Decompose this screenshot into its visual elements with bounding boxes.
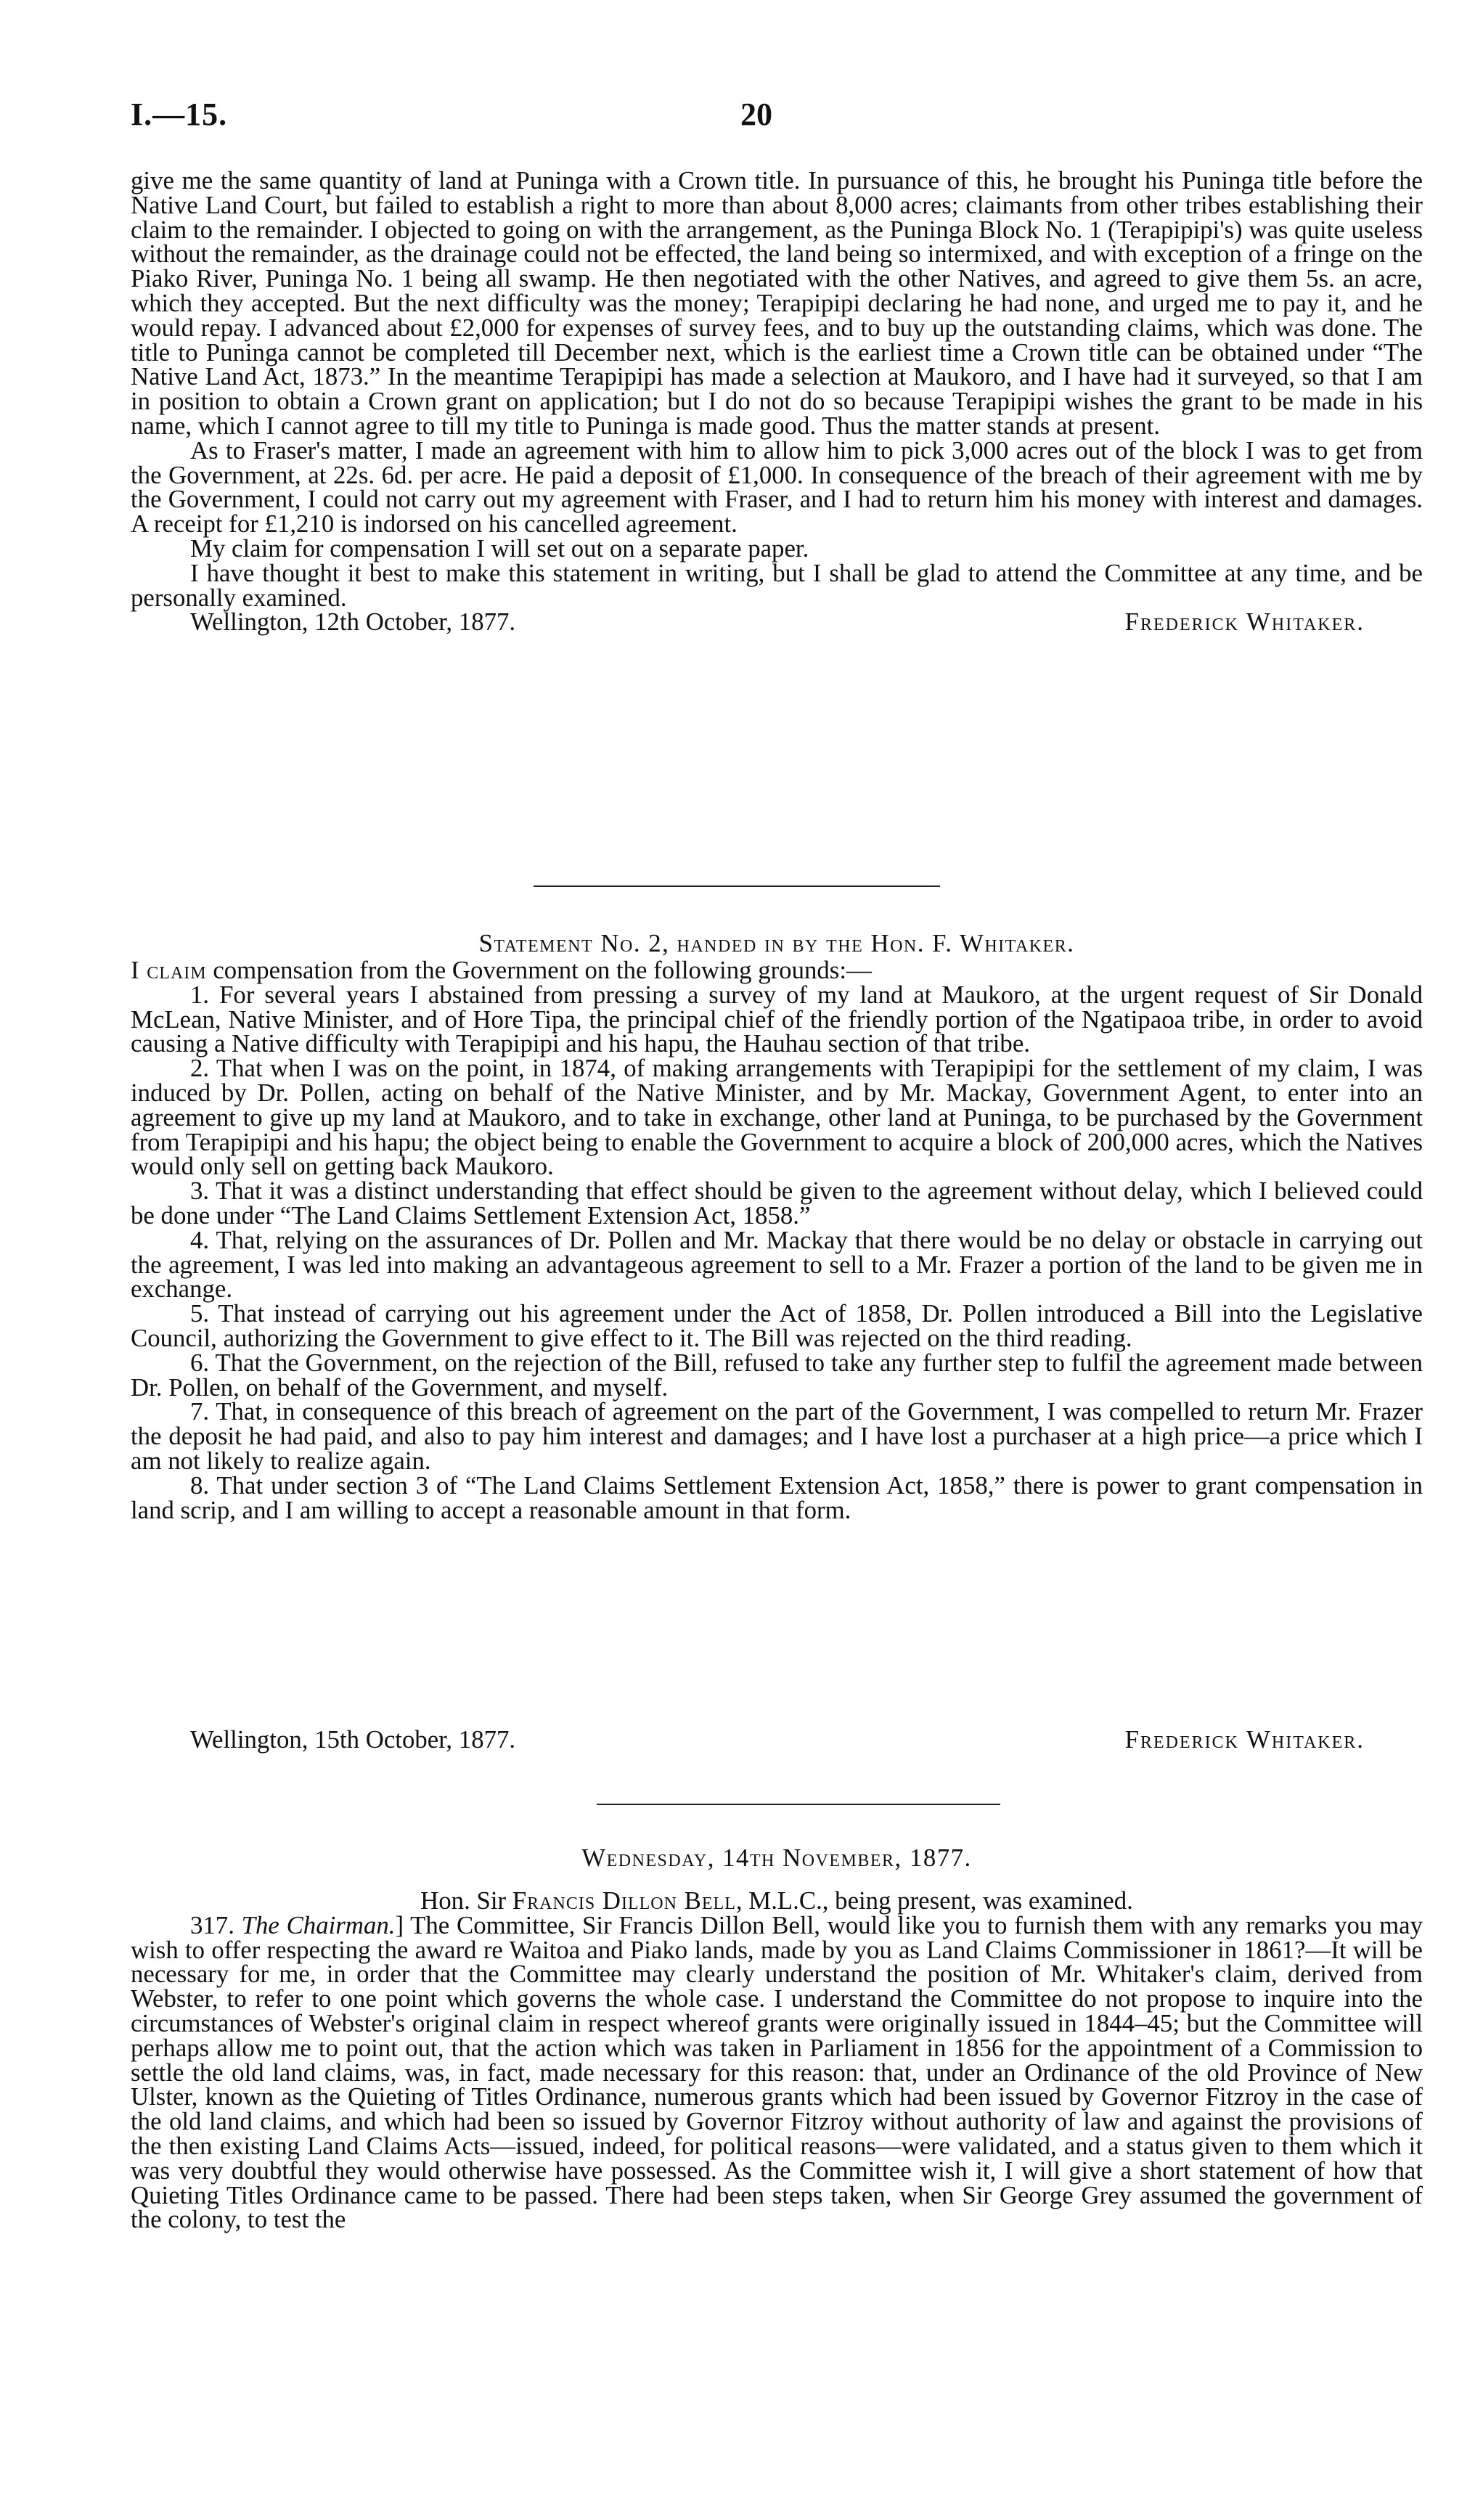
- paragraph: give me the same quantity of land at Puninga with a Crown title. In pursuance of this, he brought his Puninga title before the Native Land Court, but failed to establish a right to more than about 8,000 acres; claimants from other tribes establishing their claim to the remainder. I objected to going on with the arrangement, as the Puninga Block No. 1 (Terapipipi's) was quite useless without the remainder, as the drainage could not be effected, the land being so intermixed, and with exception of a fringe on the Piako River, Puninga No. 1 being all swamp. He then negotiated with the other Natives, and agreed to give them 5s. an acre, which they accepted. But the next difficulty was the money; Terapipipi declaring he had none, and urged me to pay it, and he would repay. I advanced about £2,000 for expenses of survey fees, and to buy up the outstanding claims, which was done. The title to Puninga cannot be completed till December next, which is the earliest time a Crown title can be obtained under “The Native Land Act, 1873.” In the meantime Terapipipi has made a selection at Maukoro, and I have had it surveyed, so that I am in position to obtain a Crown grant on application; but I do not do so because Terapipipi wishes the grant to be made in his name, which I cannot agree to till my title to Puninga is made good. Thus the matter stands at present.: [131, 166, 1423, 440]
- intro-paragraph: [131, 958, 1423, 983]
- date-heading: Wednesday, 14th November, 1877.: [581, 1844, 972, 1872]
- signature: Frederick Whitaker.: [1124, 608, 1365, 637]
- witness-name: Francis Dillon Bell: [512, 1886, 736, 1915]
- witness-suffix: , M.L.C., being present, was examined.: [735, 1886, 1133, 1915]
- ground-item: 5. That instead of carrying out his agreement under the Act of 1858, Dr. Pollen introduced a Bill into the Legislative Council, authorizing the Government to give effect to it. The Bill was rejected on the third reading.: [131, 1299, 1423, 1352]
- intro-text: compensation from the Government on the following grounds:—: [206, 956, 872, 984]
- ground-item: 2. That when I was on the point, in 1874, of making arrangements with Terapipipi for the settlement of my claim, I was induced by Dr. Pollen, acting on behalf of the Native Minister, and by Mr. Mackay, Government Agent, to enter into an agreement to give up my land at Maukoro, and to take in exchange, other land at Puninga, to be purchased by the Government from Terapipipi and his hapu; the object being to enable the Government to acquire a block of 200,000 acres, which the Natives would only sell on getting back Maukoro.: [131, 1054, 1423, 1181]
- ground-item: 6. That the Government, on the rejection of the Bill, refused to take any further step to fulfil the agreement made between Dr. Pollen, on behalf of the Government, and myself.: [131, 1348, 1423, 1402]
- lead-words: I claim: [131, 956, 207, 984]
- signature-block: [131, 1727, 1423, 1752]
- signature-block: [131, 608, 1423, 637]
- witness-line: [131, 1886, 1423, 1915]
- place-date: Wellington, 12th October, 1877.: [190, 608, 516, 637]
- paper-reference: I.—15.: [131, 97, 228, 132]
- paragraph: I have thought it best to make this statement in writing, but I shall be glad to attend the Committee at any time, and be personally examined.: [131, 558, 1423, 612]
- section-divider: [534, 885, 940, 887]
- witness-prefix: Hon. Sir: [420, 1886, 512, 1915]
- evidence-section: [131, 1886, 1423, 2234]
- question-text: ] The Committee, Sir Francis Dillon Bell, would like you to furnish them with any remarks you may wish to offer respecting the award re Waitoa and Piako lands, made by you as Land Claims Commissioner in 1861?—It will be necessary for me, in order that the Committee may clearly understand the position of Mr. Whitaker's claim, derived from Webster, to refer to one point which governs the whole case. I understand the Committee do not propose to inquire into the circumstances of Webster's original claim in respect whereof grants were originally issued in 1844–45; but the Committee will perhaps allow me to point out, that the action which was taken in Parliament in 1856 for the appointment of a Commission to settle the old land claims, was, in fact, made necessary for this reason: that, under an Ordinance of the old Province of New Ulster, known as the Quieting of Titles Ordinance, numerous grants which had been issued by Governor Fitzroy in the case of the old land claims, and which had been so issued by Governor Fitzroy without authority of law and against the provisions of the then existing Land Claims Acts—issued, indeed, for political reasons—were validated, and a status given to them which it was very doubtful they would otherwise have possessed. As the Committee wish it, I will give a short statement of how that Quieting Titles Ordinance came to be passed. There had been steps taken, when Sir George Grey assumed the government of the colony, to test the: [131, 1910, 1423, 2234]
- paragraph: My claim for compensation I will set out on a separate paper.: [190, 533, 809, 562]
- question-number: 317.: [190, 1910, 234, 1939]
- section-divider: [597, 1804, 1000, 1805]
- paragraph: As to Fraser's matter, I made an agreement with him to allow him to pick 3,000 acres out of the block I was to get from the Government, at 22s. 6d. per acre. He paid a deposit of £1,000. In consequence of the breach of their agreement with me by the Government, I could not carry out my agreement with Fraser, and I had to return him his money with interest and damages. A receipt for £1,210 is indorsed on his cancelled agreement.: [131, 435, 1423, 539]
- ground-item: 3. That it was a distinct understanding that effect should be given to the agreement without delay, which I believed could be done under “The Land Claims Settlement Extension Act, 1858.”: [131, 1177, 1423, 1230]
- question-speaker: The Chairman.: [241, 1910, 396, 1939]
- ground-item: 4. That, relying on the assurances of Dr. Pollen and Mr. Mackay that there would be no delay or obstacle in carrying out the agreement, I was led into making an advantageous agreement to sell to a Mr. Frazer a portion of the land to be given me in exchange.: [131, 1225, 1423, 1304]
- statement-one: [131, 166, 1423, 637]
- question-answer: [131, 1910, 1423, 2234]
- page-number: 20: [740, 97, 772, 132]
- ground-item: 7. That, in consequence of this breach of agreement on the part of the Government, I was compelled to return Mr. Frazer the deposit he had paid, and also to pay him interest and damages; and I have lost a purchaser at a high price—a price which I am not likely to realize again.: [131, 1397, 1423, 1475]
- statement-two-signature: [131, 1727, 1423, 1752]
- section-heading: Statement No. 2, handed in by the Hon. F. Whitaker.: [478, 929, 1075, 957]
- ground-item: 8. That under section 3 of “The Land Claims Settlement Extension Act, 1858,” there is power to grant compensation in land scrip, and I am willing to accept a reasonable amount in that form.: [131, 1470, 1423, 1524]
- signature: Frederick Whitaker.: [1124, 1725, 1365, 1754]
- statement-two: [131, 958, 1423, 1522]
- ground-item: 1. For several years I abstained from pressing a survey of my land at Maukoro, at the urgent request of Sir Donald McLean, Native Minister, and of Hore Tipa, the principal chief of the friendly portion of the Ngatipaoa tribe, in order to avoid causing a Native difficulty with Terapipipi and his hapu, the Hauhau section of that tribe.: [131, 980, 1423, 1058]
- place-date: Wellington, 15th October, 1877.: [190, 1725, 516, 1754]
